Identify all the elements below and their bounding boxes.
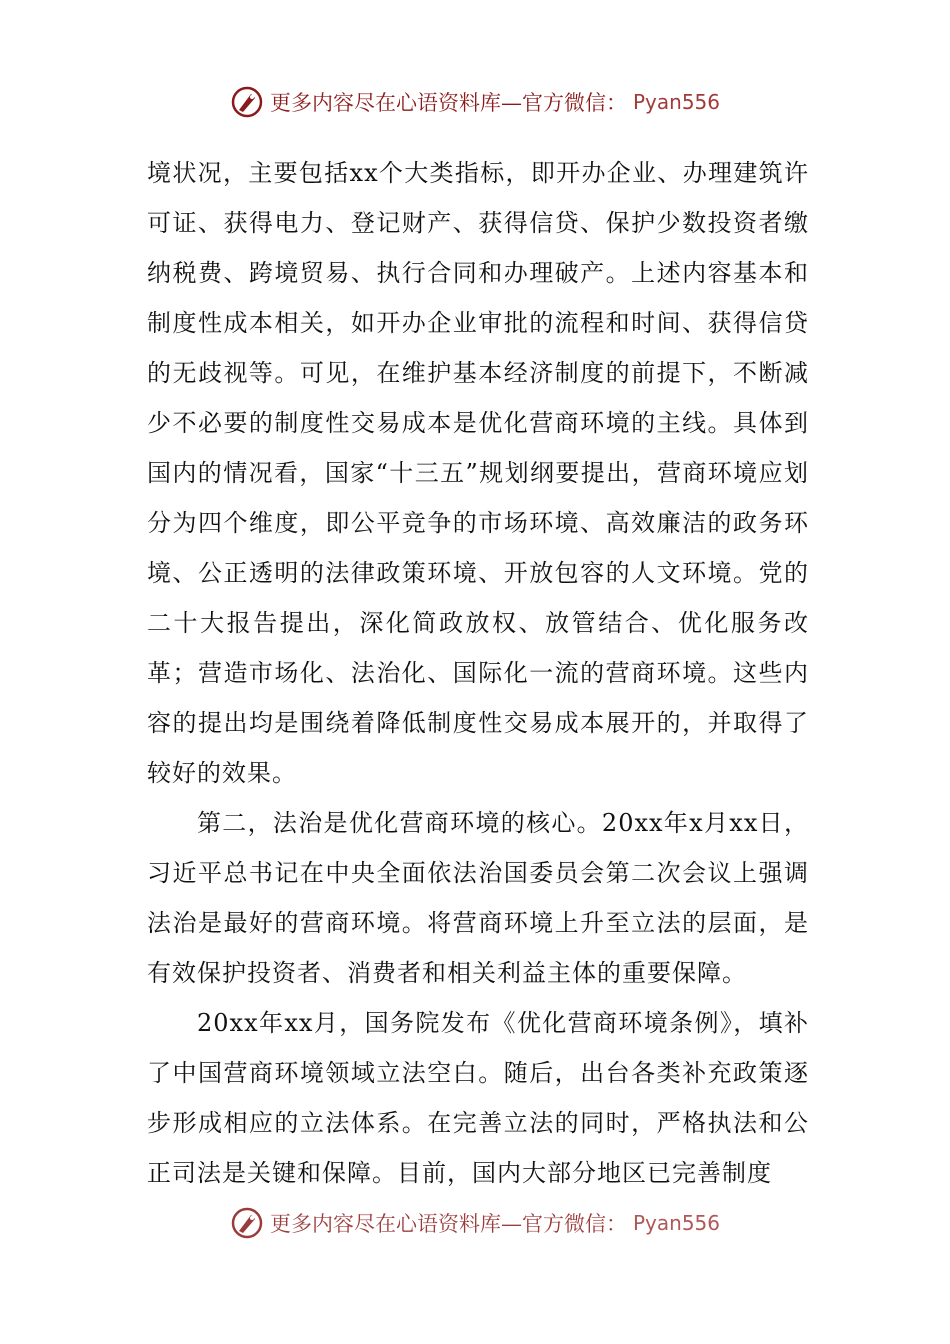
paragraph-2: 第二，法治是优化营商环境的核心。20xx年x月xx日，习近平总书记在中央全面依法治国委员会第二次会议上强调法治是最好的营商环境。将营商环境上升至立法的层面，是有效保护投资者、消费者和相关利益主体的重要保障。 <box>147 809 809 987</box>
pen-nib-logo-icon <box>230 1206 264 1240</box>
footer-banner-text: 更多内容尽在心语资料库—官方微信： <box>269 1212 627 1236</box>
footer-wechat-id: Pyan556 <box>632 1211 720 1235</box>
paragraph-3: 20xx年xx月，国务院发布《优化营商环境条例》，填补了中国营商环境领域立法空白。随后，出台各类补充政策逐步形成相应的立法体系。在完善立法的同时，严格执法和公正司法是关键和保障。目前，国内大部分地区已完善制度 <box>147 1009 809 1187</box>
document-body <box>147 148 809 1198</box>
footer-banner <box>0 1205 950 1241</box>
header-wechat-id: Pyan556 <box>632 90 720 114</box>
header-banner-text: 更多内容尽在心语资料库—官方微信： <box>269 91 627 115</box>
header-banner <box>0 84 950 120</box>
paragraph-1: 境状况，主要包括xx个大类指标，即开办企业、办理建筑许可证、获得电力、登记财产、获得信贷、保护少数投资者缴纳税费、跨境贸易、执行合同和办理破产。上述内容基本和制度性成本相关，如开办企业审批的流程和时间、获得信贷的无歧视等。可见，在维护基本经济制度的前提下，不断减少不必要的制度性交易成本是优化营商环境的主线。具体到国内的情况看，国家“十三五”规划纲要提出，营商环境应划分为四个维度，即公平竞争的市场环境、高效廉洁的政务环境、公正透明的法律政策环境、开放包容的人文环境。党的二十大报告提出，深化简政放权、放管结合、优化服务改革；营造市场化、法治化、国际化一流的营商环境。这些内容的提出均是围绕着降低制度性交易成本展开的，并取得了较好的效果。 <box>147 159 809 787</box>
pen-nib-logo-icon <box>230 85 264 119</box>
